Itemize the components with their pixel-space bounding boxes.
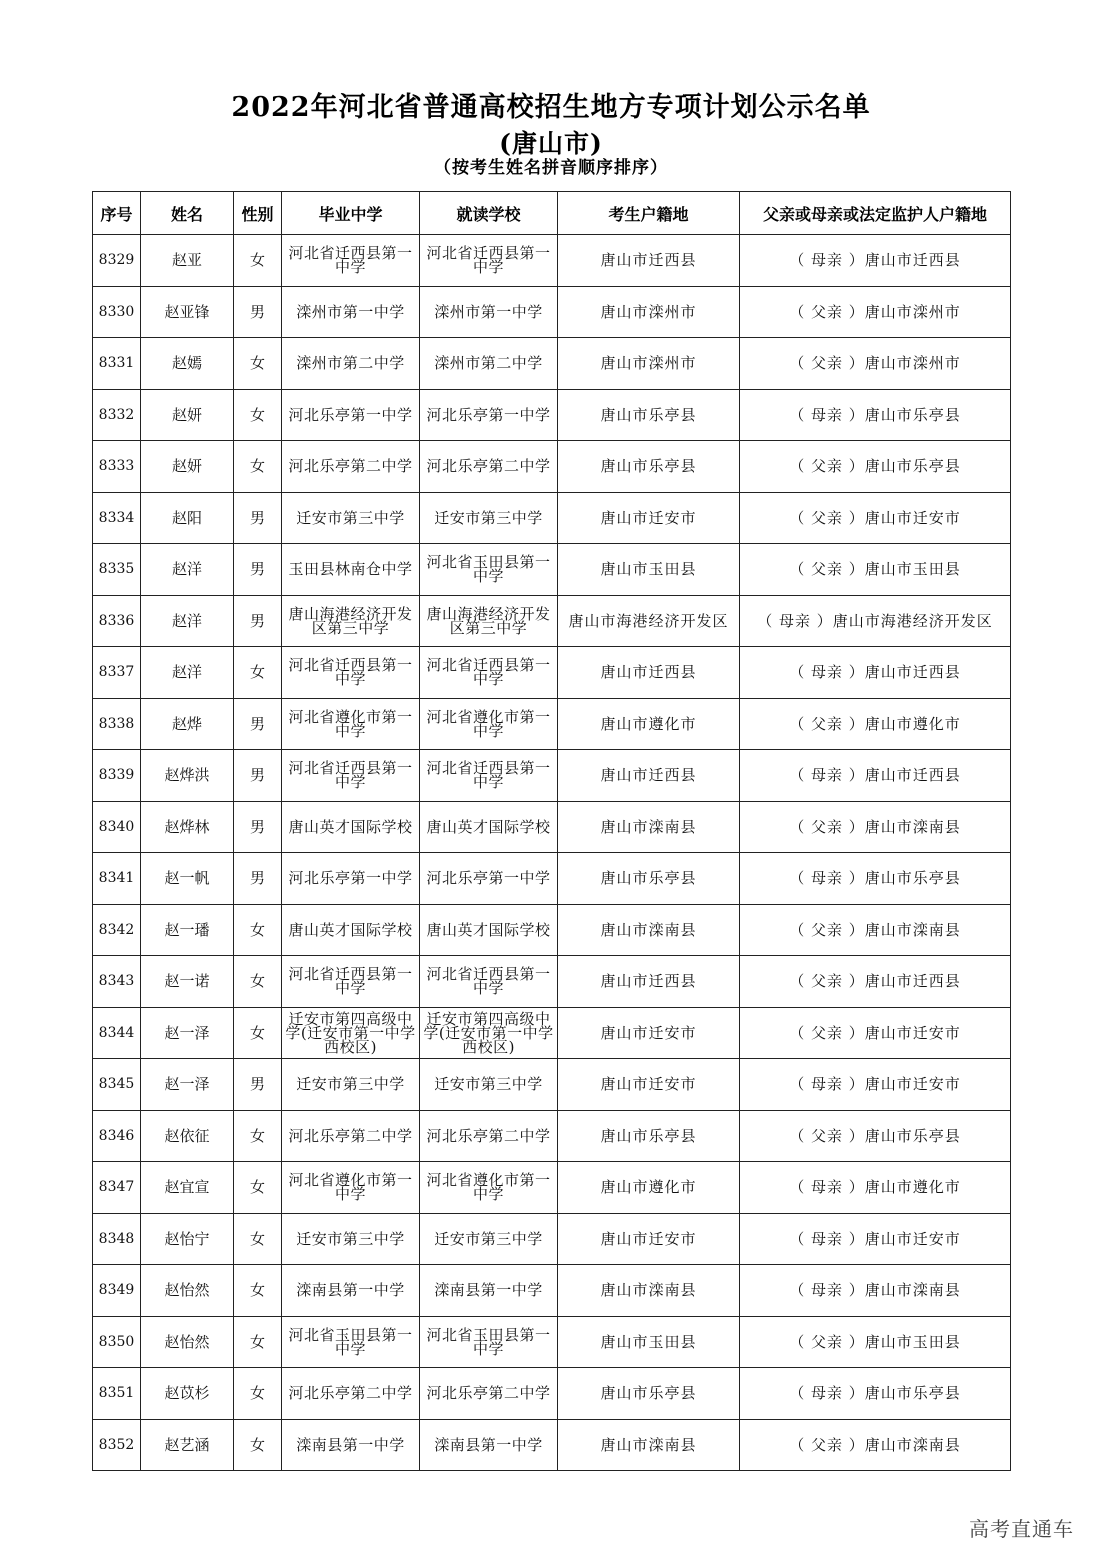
cell-current-school: 滦南县第一中学 [420, 1265, 558, 1317]
cell-gender: 女 [234, 1265, 282, 1317]
cell-hukou: 唐山市迁西县 [558, 647, 740, 699]
cell-hukou: 唐山市乐亭县 [558, 389, 740, 441]
cell-gender: 男 [234, 698, 282, 750]
cell-no: 8329 [93, 235, 141, 287]
table-row [93, 647, 1011, 699]
sort-note: （按考生姓名拼音顺序排序） [434, 158, 668, 178]
cell-current-school: 河北省遵化市第一中学 [420, 698, 558, 750]
cell-name: 赵妍 [141, 441, 234, 493]
cell-name: 赵亚 [141, 235, 234, 287]
cell-grad-school: 河北省遵化市第一中学 [282, 698, 420, 750]
cell-parent-hukou: （ 父亲 ）唐山市遵化市 [740, 698, 1011, 750]
cell-parent-hukou: （ 母亲 ）唐山市迁西县 [740, 750, 1011, 802]
cell-parent-hukou: （ 母亲 ）唐山市乐亭县 [740, 389, 1011, 441]
cell-grad-school: 迁安市第三中学 [282, 1213, 420, 1265]
cell-current-school: 迁安市第三中学 [420, 1059, 558, 1111]
cell-grad-school: 滦州市第一中学 [282, 286, 420, 338]
cell-current-school: 迁安市第三中学 [420, 1213, 558, 1265]
cell-no: 8349 [93, 1265, 141, 1317]
cell-grad-school: 河北省玉田县第一中学 [282, 1316, 420, 1368]
cell-gender: 女 [234, 1213, 282, 1265]
cell-gender: 男 [234, 801, 282, 853]
admission-list-table [92, 191, 1011, 1471]
cell-name: 赵艺涵 [141, 1419, 234, 1471]
cell-no: 8334 [93, 492, 141, 544]
page-title: 2022年河北省普通高校招生地方专项计划公示名单 [231, 92, 871, 123]
cell-current-school: 迁安市第三中学 [420, 492, 558, 544]
cell-name: 赵烨洪 [141, 750, 234, 802]
cell-hukou: 唐山市滦南县 [558, 801, 740, 853]
cell-grad-school: 迁安市第四高级中学(迁安市第一中学西校区) [282, 1007, 420, 1059]
cell-grad-school: 迁安市第三中学 [282, 1059, 420, 1111]
cell-name: 赵洋 [141, 595, 234, 647]
cell-parent-hukou: （ 父亲 ）唐山市滦州市 [740, 338, 1011, 390]
cell-grad-school: 迁安市第三中学 [282, 492, 420, 544]
cell-current-school: 河北乐亭第二中学 [420, 1368, 558, 1420]
cell-no: 8339 [93, 750, 141, 802]
cell-no: 8336 [93, 595, 141, 647]
table-row [93, 389, 1011, 441]
table-row [93, 853, 1011, 905]
cell-name: 赵怡然 [141, 1316, 234, 1368]
header-name: 姓名 [141, 192, 234, 235]
cell-current-school: 河北省迁西县第一中学 [420, 956, 558, 1008]
cell-hukou: 唐山市乐亭县 [558, 1368, 740, 1420]
cell-gender: 男 [234, 1059, 282, 1111]
cell-gender: 女 [234, 647, 282, 699]
cell-name: 赵宜宣 [141, 1162, 234, 1214]
cell-gender: 女 [234, 1162, 282, 1214]
cell-parent-hukou: （ 母亲 ）唐山市迁安市 [740, 1213, 1011, 1265]
cell-grad-school: 滦州市第二中学 [282, 338, 420, 390]
table-body [93, 235, 1011, 1471]
cell-no: 8345 [93, 1059, 141, 1111]
cell-grad-school: 滦南县第一中学 [282, 1265, 420, 1317]
cell-parent-hukou: （ 母亲 ）唐山市海港经济开发区 [740, 595, 1011, 647]
cell-parent-hukou: （ 母亲 ）唐山市迁西县 [740, 235, 1011, 287]
cell-grad-school: 唐山英才国际学校 [282, 904, 420, 956]
cell-parent-hukou: （ 父亲 ）唐山市滦南县 [740, 801, 1011, 853]
table-row [93, 1007, 1011, 1059]
cell-gender: 女 [234, 1007, 282, 1059]
cell-grad-school: 河北乐亭第二中学 [282, 1368, 420, 1420]
cell-current-school: 河北乐亭第二中学 [420, 1110, 558, 1162]
header-current-school: 就读学校 [420, 192, 558, 235]
cell-grad-school: 河北省迁西县第一中学 [282, 647, 420, 699]
cell-hukou: 唐山市玉田县 [558, 1316, 740, 1368]
cell-parent-hukou: （ 母亲 ）唐山市滦南县 [740, 1265, 1011, 1317]
cell-gender: 女 [234, 338, 282, 390]
cell-no: 8338 [93, 698, 141, 750]
cell-grad-school: 唐山英才国际学校 [282, 801, 420, 853]
cell-parent-hukou: （ 父亲 ）唐山市迁安市 [740, 492, 1011, 544]
cell-grad-school: 河北省迁西县第一中学 [282, 235, 420, 287]
cell-name: 赵一诺 [141, 956, 234, 1008]
cell-hukou: 唐山市迁安市 [558, 1007, 740, 1059]
cell-current-school: 河北省玉田县第一中学 [420, 1316, 558, 1368]
table-row [93, 1265, 1011, 1317]
cell-name: 赵一帆 [141, 853, 234, 905]
cell-no: 8343 [93, 956, 141, 1008]
cell-no: 8332 [93, 389, 141, 441]
table-row [93, 441, 1011, 493]
cell-parent-hukou: （ 父亲 ）唐山市乐亭县 [740, 441, 1011, 493]
cell-no: 8337 [93, 647, 141, 699]
cell-name: 赵嫣 [141, 338, 234, 390]
watermark: 高考直通车 [969, 1517, 1074, 1541]
cell-no: 8352 [93, 1419, 141, 1471]
table-row [93, 1110, 1011, 1162]
cell-parent-hukou: （ 母亲 ）唐山市乐亭县 [740, 853, 1011, 905]
cell-current-school: 滦南县第一中学 [420, 1419, 558, 1471]
table-row [93, 595, 1011, 647]
header-gender: 性别 [234, 192, 282, 235]
cell-current-school: 滦州市第二中学 [420, 338, 558, 390]
cell-name: 赵苡杉 [141, 1368, 234, 1420]
cell-no: 8346 [93, 1110, 141, 1162]
table-row [93, 235, 1011, 287]
cell-gender: 女 [234, 441, 282, 493]
cell-no: 8342 [93, 904, 141, 956]
cell-name: 赵怡宁 [141, 1213, 234, 1265]
cell-current-school: 唐山英才国际学校 [420, 801, 558, 853]
cell-gender: 女 [234, 1316, 282, 1368]
cell-gender: 女 [234, 1368, 282, 1420]
header-parent-hukou: 父亲或母亲或法定监护人户籍地 [740, 192, 1011, 235]
cell-current-school: 河北乐亭第一中学 [420, 853, 558, 905]
cell-gender: 男 [234, 492, 282, 544]
cell-name: 赵妍 [141, 389, 234, 441]
cell-grad-school: 河北省迁西县第一中学 [282, 750, 420, 802]
cell-name: 赵洋 [141, 647, 234, 699]
cell-name: 赵依征 [141, 1110, 234, 1162]
table-row [93, 286, 1011, 338]
table-row [93, 1162, 1011, 1214]
cell-grad-school: 唐山海港经济开发区第三中学 [282, 595, 420, 647]
table-row [93, 750, 1011, 802]
cell-gender: 男 [234, 750, 282, 802]
table-row [93, 492, 1011, 544]
cell-name: 赵亚锋 [141, 286, 234, 338]
table-row [93, 801, 1011, 853]
cell-no: 8341 [93, 853, 141, 905]
cell-current-school: 迁安市第四高级中学(迁安市第一中学西校区) [420, 1007, 558, 1059]
cell-hukou: 唐山市乐亭县 [558, 853, 740, 905]
cell-current-school: 河北乐亭第一中学 [420, 389, 558, 441]
cell-grad-school: 河北省迁西县第一中学 [282, 956, 420, 1008]
cell-hukou: 唐山市滦州市 [558, 286, 740, 338]
header-hukou: 考生户籍地 [558, 192, 740, 235]
cell-gender: 女 [234, 1419, 282, 1471]
cell-hukou: 唐山市乐亭县 [558, 441, 740, 493]
cell-hukou: 唐山市迁安市 [558, 1213, 740, 1265]
cell-hukou: 唐山市乐亭县 [558, 1110, 740, 1162]
cell-hukou: 唐山市滦州市 [558, 338, 740, 390]
cell-name: 赵一泽 [141, 1059, 234, 1111]
cell-grad-school: 滦南县第一中学 [282, 1419, 420, 1471]
cell-parent-hukou: （ 母亲 ）唐山市迁西县 [740, 647, 1011, 699]
cell-name: 赵洋 [141, 544, 234, 596]
cell-gender: 女 [234, 1110, 282, 1162]
cell-hukou: 唐山市迁安市 [558, 492, 740, 544]
cell-parent-hukou: （ 父亲 ）唐山市迁西县 [740, 956, 1011, 1008]
cell-no: 8333 [93, 441, 141, 493]
header-no: 序号 [93, 192, 141, 235]
table-row [93, 698, 1011, 750]
cell-grad-school: 河北乐亭第二中学 [282, 441, 420, 493]
cell-current-school: 河北省玉田县第一中学 [420, 544, 558, 596]
cell-parent-hukou: （ 父亲 ）唐山市乐亭县 [740, 1110, 1011, 1162]
cell-name: 赵怡然 [141, 1265, 234, 1317]
cell-no: 8348 [93, 1213, 141, 1265]
cell-gender: 男 [234, 853, 282, 905]
cell-parent-hukou: （ 母亲 ）唐山市迁安市 [740, 1059, 1011, 1111]
cell-grad-school: 河北乐亭第一中学 [282, 389, 420, 441]
cell-no: 8350 [93, 1316, 141, 1368]
cell-parent-hukou: （ 父亲 ）唐山市玉田县 [740, 544, 1011, 596]
cell-hukou: 唐山市遵化市 [558, 698, 740, 750]
cell-parent-hukou: （ 父亲 ）唐山市迁安市 [740, 1007, 1011, 1059]
cell-no: 8330 [93, 286, 141, 338]
table-row [93, 1368, 1011, 1420]
table-row [93, 1419, 1011, 1471]
page-subtitle: (唐山市) [499, 129, 603, 158]
table-row [93, 904, 1011, 956]
table-row [93, 1316, 1011, 1368]
cell-current-school: 河北省迁西县第一中学 [420, 750, 558, 802]
cell-hukou: 唐山市迁安市 [558, 1059, 740, 1111]
cell-parent-hukou: （ 父亲 ）唐山市滦州市 [740, 286, 1011, 338]
cell-hukou: 唐山市迁西县 [558, 750, 740, 802]
cell-no: 8347 [93, 1162, 141, 1214]
cell-no: 8335 [93, 544, 141, 596]
cell-current-school: 唐山英才国际学校 [420, 904, 558, 956]
table-row [93, 1059, 1011, 1111]
cell-hukou: 唐山市滦南县 [558, 1419, 740, 1471]
cell-gender: 男 [234, 595, 282, 647]
cell-hukou: 唐山市滦南县 [558, 1265, 740, 1317]
cell-hukou: 唐山市海港经济开发区 [558, 595, 740, 647]
cell-gender: 女 [234, 389, 282, 441]
cell-gender: 女 [234, 904, 282, 956]
cell-current-school: 河北省迁西县第一中学 [420, 647, 558, 699]
table-row [93, 544, 1011, 596]
cell-hukou: 唐山市迁西县 [558, 235, 740, 287]
cell-parent-hukou: （ 母亲 ）唐山市乐亭县 [740, 1368, 1011, 1420]
cell-name: 赵阳 [141, 492, 234, 544]
cell-gender: 男 [234, 544, 282, 596]
cell-hukou: 唐山市遵化市 [558, 1162, 740, 1214]
cell-no: 8344 [93, 1007, 141, 1059]
cell-parent-hukou: （ 母亲 ）唐山市遵化市 [740, 1162, 1011, 1214]
cell-grad-school: 玉田县林南仓中学 [282, 544, 420, 596]
cell-current-school: 滦州市第一中学 [420, 286, 558, 338]
cell-name: 赵烨林 [141, 801, 234, 853]
table-row [93, 956, 1011, 1008]
cell-gender: 女 [234, 956, 282, 1008]
cell-gender: 女 [234, 235, 282, 287]
table-row [93, 338, 1011, 390]
cell-parent-hukou: （ 父亲 ）唐山市玉田县 [740, 1316, 1011, 1368]
cell-no: 8340 [93, 801, 141, 853]
cell-hukou: 唐山市玉田县 [558, 544, 740, 596]
cell-parent-hukou: （ 父亲 ）唐山市滦南县 [740, 1419, 1011, 1471]
cell-hukou: 唐山市滦南县 [558, 904, 740, 956]
cell-grad-school: 河北乐亭第一中学 [282, 853, 420, 905]
cell-no: 8331 [93, 338, 141, 390]
table-header-row [93, 192, 1011, 235]
cell-name: 赵一璠 [141, 904, 234, 956]
table-row [93, 1213, 1011, 1265]
cell-grad-school: 河北乐亭第二中学 [282, 1110, 420, 1162]
cell-name: 赵一泽 [141, 1007, 234, 1059]
cell-parent-hukou: （ 父亲 ）唐山市滦南县 [740, 904, 1011, 956]
cell-name: 赵烨 [141, 698, 234, 750]
cell-current-school: 河北省迁西县第一中学 [420, 235, 558, 287]
cell-gender: 男 [234, 286, 282, 338]
cell-no: 8351 [93, 1368, 141, 1420]
cell-hukou: 唐山市迁西县 [558, 956, 740, 1008]
cell-current-school: 唐山海港经济开发区第三中学 [420, 595, 558, 647]
header-grad-school: 毕业中学 [282, 192, 420, 235]
cell-current-school: 河北乐亭第二中学 [420, 441, 558, 493]
cell-current-school: 河北省遵化市第一中学 [420, 1162, 558, 1214]
cell-grad-school: 河北省遵化市第一中学 [282, 1162, 420, 1214]
